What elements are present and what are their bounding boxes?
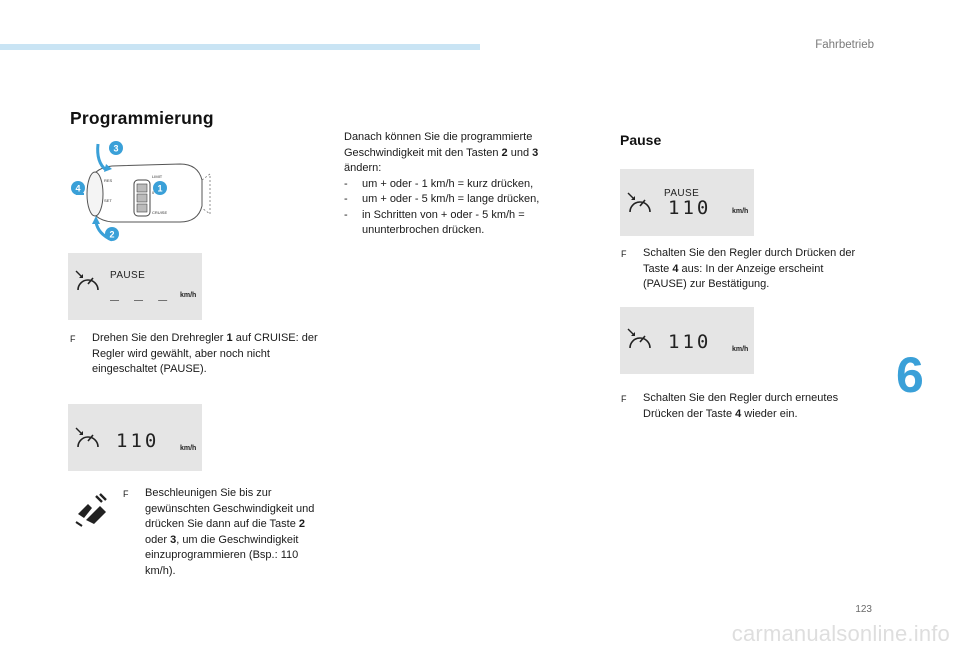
speed-unit: km/h	[732, 208, 749, 215]
pause-heading: Pause	[620, 132, 662, 148]
speed-readout: 110	[116, 430, 160, 452]
speed-unit: km/h	[180, 292, 197, 299]
speed-readout: 110	[668, 331, 712, 353]
speedometer-icon	[74, 426, 102, 452]
section-label: Fahrbetrieb	[815, 39, 874, 51]
bullet-icon: F	[621, 249, 627, 259]
callout-3: 3	[113, 143, 119, 154]
list-item: - in Schritten von + oder - 5 km/h = ununterbrochen drücken.	[344, 208, 525, 236]
header-accent-bar	[0, 44, 480, 50]
speedometer-icon	[626, 327, 654, 353]
stalk-label-limit: LIMIT	[152, 174, 163, 179]
adjust-speed-instructions	[344, 130, 572, 239]
callout-2: 2	[109, 229, 115, 240]
display-pause-empty	[68, 253, 202, 320]
page-number: 123	[855, 604, 872, 615]
pause-indicator: PAUSE	[664, 188, 700, 199]
stalk-label-res: RES	[104, 178, 113, 183]
cruise-stalk-illustration	[68, 136, 212, 246]
bullet-icon: F	[621, 394, 627, 404]
chapter-number: 6	[896, 347, 924, 403]
display-speed-110-resumed	[620, 307, 754, 374]
instruction-pause-regulator: F Schalten Sie den Regler durch Drücken der Taste 4 aus: In der Anzeige erscheint (PAUSE) zur Bestätigung.	[621, 246, 861, 293]
pause-indicator: PAUSE	[110, 270, 146, 281]
callout-1: 1	[157, 183, 163, 194]
speed-unit: km/h	[180, 445, 197, 452]
list-item: - um + oder - 5 km/h = lange drücken,	[344, 193, 540, 205]
watermark: carmanualsonline.info	[731, 621, 950, 646]
speed-unit: km/h	[732, 346, 749, 353]
stalk-label-zero: 0	[152, 190, 155, 195]
accelerator-pedal-icon	[72, 492, 112, 528]
display-speed-110	[68, 404, 202, 471]
callout-4: 4	[75, 183, 81, 194]
bullet-icon: F	[70, 334, 76, 344]
instruction-resume-regulator: F Schalten Sie den Regler durch erneutes Drücken der Taste 4 wieder ein.	[621, 391, 861, 422]
adjust-intro: Danach können Sie die programmierte Geschwindigkeit mit den Tasten 2 und 3 ändern:	[344, 131, 539, 174]
bullet-icon: F	[123, 489, 129, 499]
page-title: Programmierung	[70, 108, 214, 128]
instruction-accelerate-set: F Beschleunigen Sie bis zur gewünschten Geschwindigkeit und drücken Sie dann auf die Taste 2 oder 3, um die Geschwindigkeit einzuprogrammieren (Bsp.: 110 km/h).	[123, 486, 321, 579]
list-item: - um + oder - 1 km/h = kurz drücken,	[344, 177, 534, 190]
speedometer-icon	[626, 191, 654, 217]
speed-readout: _ _ _	[110, 283, 171, 301]
speed-readout: 110	[668, 197, 712, 219]
stalk-label-cruise: CRUISE	[152, 210, 168, 215]
stalk-label-set: SET	[104, 198, 112, 203]
display-pause-110	[620, 169, 754, 236]
speedometer-icon	[74, 269, 102, 295]
instruction-select-cruise: F Drehen Sie den Drehregler 1 auf CRUISE: der Regler wird gewählt, aber noch nicht eingeschaltet (PAUSE).	[70, 331, 322, 378]
